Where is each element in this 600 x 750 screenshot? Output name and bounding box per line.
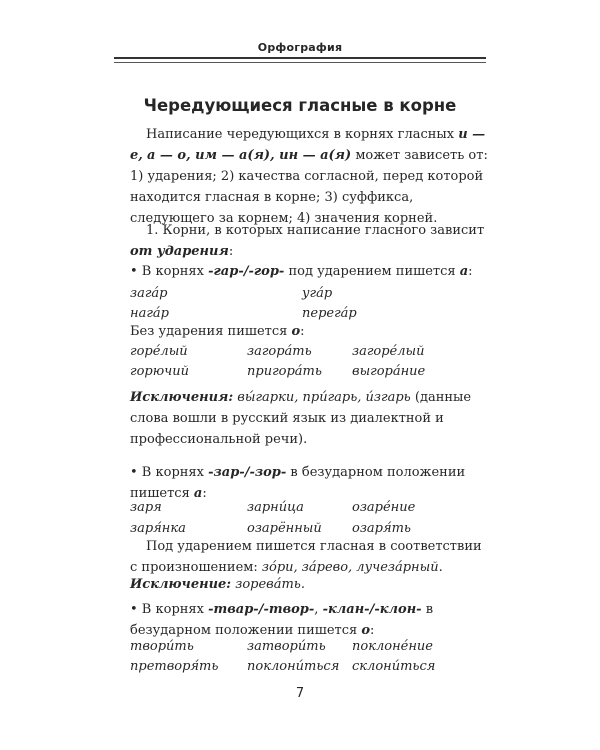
bullet-zar-zor [130,462,490,504]
exception-2 [130,574,490,595]
bullet-3-letter: о [361,623,371,638]
word: загорéлый [352,344,425,359]
stressed-examples: зóри, зáрево, лучезáрный [261,560,439,575]
point-1-emphasis: от ударения [130,244,229,259]
exception-1-rest: (данные слова вошли в русский язык из диалектной и профессиональной речи). [130,390,472,447]
page-number: 7 [295,686,305,701]
word: горéлый [130,344,188,359]
word: склони́ться [352,659,436,674]
header-rule-thin [114,62,486,63]
intro-vowels-ao: а — о, им — а(я), ин — а(я) [146,148,352,163]
word: поклонéние [352,639,433,654]
bullet-1-letter: а [459,264,469,279]
bullet-1-pre: • В корнях [130,264,209,279]
word: озарённый [247,521,322,536]
word: горючий [130,364,189,379]
unstressed-text: Без ударения пишется [130,324,292,339]
running-header: Орфография [257,41,343,54]
word: озарéние [352,500,416,515]
word: претворя́ть [130,659,219,674]
unstressed-end: : [300,324,305,339]
bullet-1-mid: под ударением пишется [284,264,460,279]
bullet-3-root-2: -клан-/-клон- [322,602,422,617]
word: загорáть [247,344,312,359]
word: затвори́ть [247,639,326,654]
bullet-3-pre: • В корнях [130,602,209,617]
bullet-3-end: : [370,623,375,638]
word: твори́ть [130,639,194,654]
section-title: Чередующиеся гласные в корне [143,96,457,115]
bullet-3-mid: в безударном положении пишется [130,602,434,638]
stressed-text: Под ударением пишется гласная в соответствии с произношением: [130,539,482,575]
unstressed-line [130,321,305,342]
exception-2-label: Исключение: [130,577,232,592]
word: загáр [130,286,168,301]
intro-vowels-ie: и — е, [130,127,486,163]
intro-text-2: может зависеть от: 1) ударения; 2) качества согласной, перед которой находится гласная в корне; 3) суффикса, следующего за корнем; 4) значения корней. [130,148,488,226]
bullet-2-root: -зар-/-зор- [208,465,287,480]
stressed-end: . [438,560,443,575]
word: озаря́ть [352,521,412,536]
word: перегáр [302,306,357,321]
point-1 [130,220,490,262]
exception-1 [130,387,490,450]
word: пригорáть [247,364,322,379]
bullet-2-letter: а [193,486,203,501]
stressed-paragraph [130,536,490,578]
exception-1-words: вы́гарки, при́гарь, и́згарь [233,390,411,405]
word: выгорáние [352,364,426,379]
bullet-3-sep: , [314,602,323,617]
word: поклони́ться [247,659,340,674]
bullet-2-mid: в безударном положении пишется [130,465,466,501]
word: угáр [302,286,333,301]
point-1-colon: : [228,244,234,259]
bullet-3-root-1: -твар-/-твор- [208,602,315,617]
bullet-1-root: -гар-/-гор- [208,264,285,279]
bullet-2-end: : [202,486,207,501]
bullet-gar-gor [130,261,473,282]
exception-2-word: зоревáть. [231,577,306,592]
bullet-1-end: : [468,264,473,279]
intro-text-1: Написание чередующихся в корнях гласных [146,127,459,142]
unstressed-letter: о [291,324,301,339]
exception-1-label: Исключения: [130,390,234,405]
word: заря [130,500,162,515]
point-1-text: 1. Корни, в которых написание гласного зависит [146,223,485,238]
bullet-2-pre: • В корнях [130,465,209,480]
intro-paragraph [130,124,490,229]
word: заря́нка [130,521,186,536]
word: зарни́ца [247,500,304,515]
word: нагáр [130,306,169,321]
bullet-tvar-klan [130,599,490,641]
header-rule-thick [114,57,486,59]
